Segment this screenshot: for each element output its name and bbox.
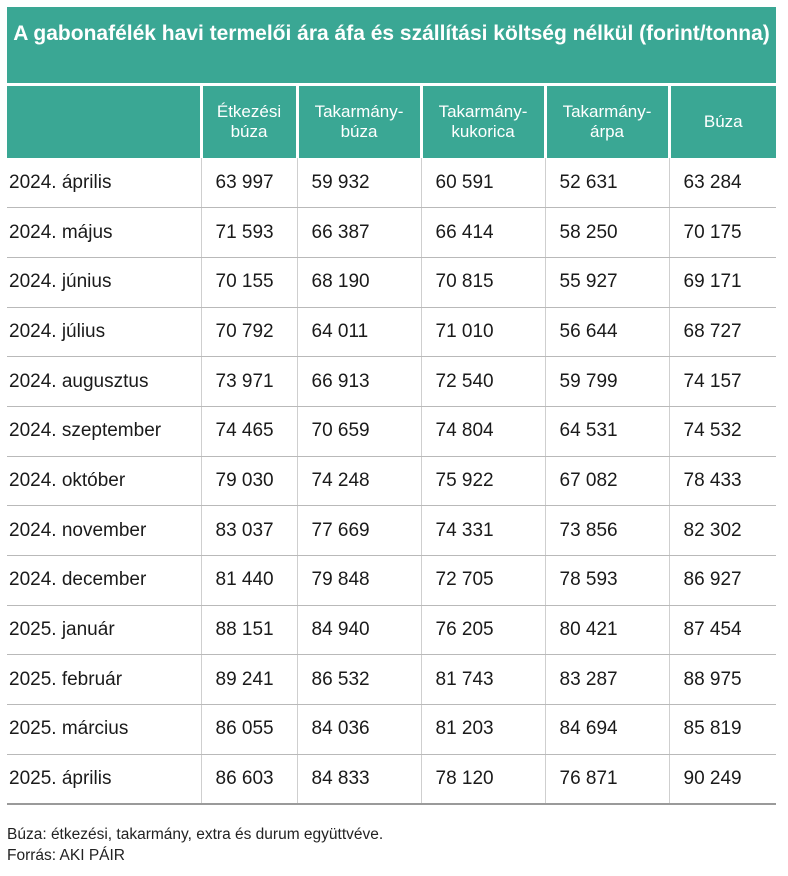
price-cell: 75 922: [421, 456, 545, 506]
price-cell: 66 414: [421, 208, 545, 258]
price-table-container: [7, 7, 776, 805]
price-cell: 68 190: [297, 257, 421, 307]
header-cell: Étkezési búza: [201, 86, 297, 158]
row-label: 2024. április: [7, 158, 201, 208]
table-row: [7, 257, 776, 307]
price-cell: 69 171: [669, 257, 776, 307]
price-cell: 63 997: [201, 158, 297, 208]
table-row: [7, 456, 776, 506]
header-empty-cell: [7, 86, 201, 158]
header-row: [7, 86, 776, 158]
price-cell: 58 250: [545, 208, 669, 258]
price-cell: 87 454: [669, 605, 776, 655]
price-cell: 80 421: [545, 605, 669, 655]
price-cell: 82 302: [669, 506, 776, 556]
row-label: 2024. július: [7, 307, 201, 357]
price-cell: 71 010: [421, 307, 545, 357]
price-cell: 78 593: [545, 556, 669, 606]
header-cell: Takarmány- búza: [297, 86, 421, 158]
price-cell: 84 940: [297, 605, 421, 655]
price-cell: 74 465: [201, 406, 297, 456]
price-cell: 73 971: [201, 357, 297, 407]
price-cell: 59 799: [545, 357, 669, 407]
price-cell: 55 927: [545, 257, 669, 307]
source-note: Forrás: AKI PÁIR: [7, 847, 126, 864]
price-cell: 63 284: [669, 158, 776, 208]
price-cell: 81 743: [421, 655, 545, 705]
price-cell: 72 540: [421, 357, 545, 407]
table-row: [7, 406, 776, 456]
price-cell: 66 913: [297, 357, 421, 407]
price-cell: 77 669: [297, 506, 421, 556]
price-cell: 79 848: [297, 556, 421, 606]
price-cell: 84 036: [297, 705, 421, 755]
price-cell: 74 331: [421, 506, 545, 556]
price-cell: 89 241: [201, 655, 297, 705]
price-cell: 81 203: [421, 705, 545, 755]
table-row: [7, 655, 776, 705]
price-cell: 73 856: [545, 506, 669, 556]
price-cell: 78 433: [669, 456, 776, 506]
table-row: [7, 208, 776, 258]
price-cell: 70 155: [201, 257, 297, 307]
price-cell: 85 819: [669, 705, 776, 755]
price-cell: 64 011: [297, 307, 421, 357]
row-label: 2025. március: [7, 705, 201, 755]
row-label: 2025. január: [7, 605, 201, 655]
row-label: 2024. december: [7, 556, 201, 606]
price-cell: 59 932: [297, 158, 421, 208]
price-cell: 88 975: [669, 655, 776, 705]
price-cell: 70 815: [421, 257, 545, 307]
price-cell: 74 804: [421, 406, 545, 456]
row-label: 2024. június: [7, 257, 201, 307]
price-cell: 76 871: [545, 754, 669, 804]
table-row: [7, 506, 776, 556]
row-label: 2025. február: [7, 655, 201, 705]
price-cell: 78 120: [421, 754, 545, 804]
table-row: [7, 556, 776, 606]
price-cell: 70 792: [201, 307, 297, 357]
row-label: 2024. szeptember: [7, 406, 201, 456]
price-cell: 74 532: [669, 406, 776, 456]
price-cell: 56 644: [545, 307, 669, 357]
price-cell: 71 593: [201, 208, 297, 258]
footnote-buza: Búza: étkezési, takarmány, extra és durum együttvéve.: [7, 826, 384, 843]
table-row: [7, 307, 776, 357]
price-cell: 67 082: [545, 456, 669, 506]
price-cell: 52 631: [545, 158, 669, 208]
price-cell: 68 727: [669, 307, 776, 357]
price-cell: 86 927: [669, 556, 776, 606]
price-cell: 74 157: [669, 357, 776, 407]
table-row: [7, 357, 776, 407]
row-label: 2025. április: [7, 754, 201, 804]
price-cell: 74 248: [297, 456, 421, 506]
row-label: 2024. október: [7, 456, 201, 506]
price-cell: 83 287: [545, 655, 669, 705]
table-row: [7, 705, 776, 755]
header-cell: Takarmány- kukorica: [421, 86, 545, 158]
price-cell: 86 603: [201, 754, 297, 804]
price-cell: 64 531: [545, 406, 669, 456]
price-cell: 76 205: [421, 605, 545, 655]
table-row: [7, 605, 776, 655]
table-title: A gabonafélék havi termelői ára áfa és szállítási költség nélkül (forint/tonna): [7, 7, 776, 86]
price-cell: 84 833: [297, 754, 421, 804]
price-cell: 88 151: [201, 605, 297, 655]
price-cell: 72 705: [421, 556, 545, 606]
price-cell: 66 387: [297, 208, 421, 258]
price-cell: 81 440: [201, 556, 297, 606]
price-cell: 90 249: [669, 754, 776, 804]
price-cell: 84 694: [545, 705, 669, 755]
header-cell: Búza: [669, 86, 776, 158]
price-cell: 79 030: [201, 456, 297, 506]
price-cell: 86 532: [297, 655, 421, 705]
price-cell: 70 175: [669, 208, 776, 258]
price-table: [7, 86, 776, 805]
row-label: 2024. május: [7, 208, 201, 258]
row-label: 2024. augusztus: [7, 357, 201, 407]
row-label: 2024. november: [7, 506, 201, 556]
table-row: [7, 158, 776, 208]
price-cell: 86 055: [201, 705, 297, 755]
price-cell: 70 659: [297, 406, 421, 456]
price-cell: 83 037: [201, 506, 297, 556]
price-cell: 60 591: [421, 158, 545, 208]
footnotes: [7, 824, 383, 866]
table-row: [7, 754, 776, 804]
header-cell: Takarmány- árpa: [545, 86, 669, 158]
